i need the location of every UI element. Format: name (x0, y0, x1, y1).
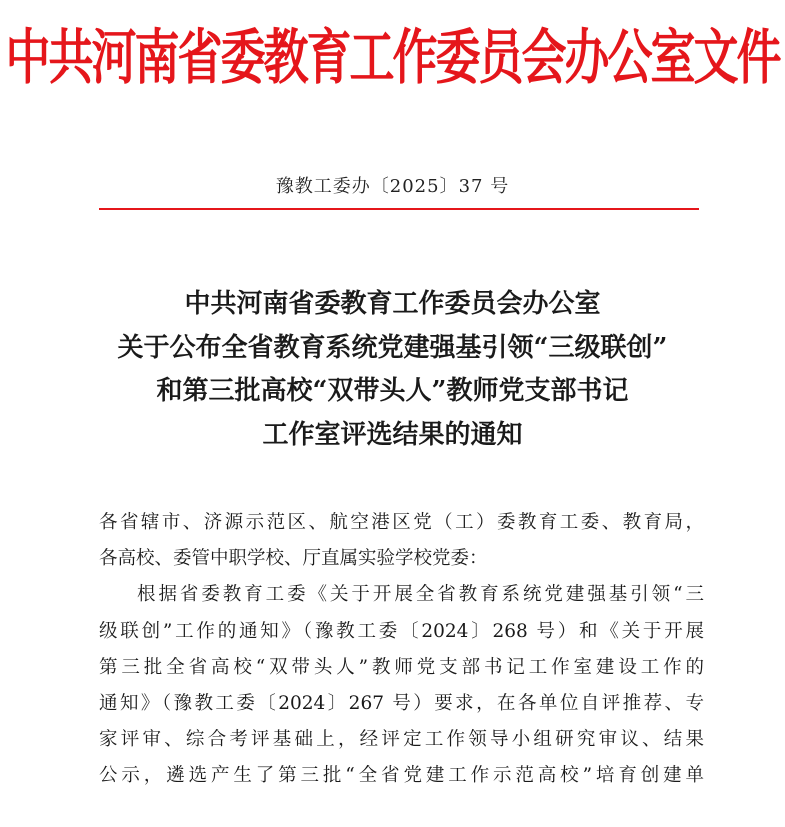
body-paragraph (99, 577, 704, 794)
document-masthead: 中共河南省委教育工作委员会办公室文件 (5, 22, 780, 93)
addressee (99, 505, 704, 577)
notice-title (0, 283, 785, 457)
paragraph-line: 级联创”工作的通知》（豫教工委〔2024〕268 号）和《关于开展 (99, 620, 704, 642)
paragraph-line: 家评审、综合考评基础上，经评定工作领导小组研究审议、结果 (99, 729, 704, 751)
addressee-line: 各省辖市、济源示范区、航空港区党（工）委教育工委、教育局， (99, 512, 704, 533)
document-number: 豫教工委办〔2025〕37 号 (275, 176, 510, 197)
paragraph-line: 通知》（豫教工委〔2024〕267 号）要求，在各单位自评推荐、专 (99, 693, 704, 715)
title-line: 关于公布全省教育系统党建强基引领“三级联创” (117, 332, 668, 363)
notice-body (99, 505, 704, 795)
red-separator-line (99, 208, 699, 210)
title-line: 工作室评选结果的通知 (262, 419, 523, 450)
paragraph-line: 公示，遴选产生了第三批“全省党建工作示范高校”培育创建单 (99, 765, 704, 787)
addressee-line: 各高校、委管中职学校、厅直属实验学校党委： (99, 548, 488, 570)
title-line: 和第三批高校“双带头人”教师党支部书记 (156, 376, 629, 406)
paragraph-line: 根据省委教育工委《关于开展全省教育系统党建强基引领“三 (137, 584, 704, 606)
title-line: 中共河南省委教育工作委员会办公室 (184, 289, 601, 319)
paragraph-line: 第三批全省高校“双带头人”教师党支部书记工作室建设工作的 (99, 656, 704, 678)
